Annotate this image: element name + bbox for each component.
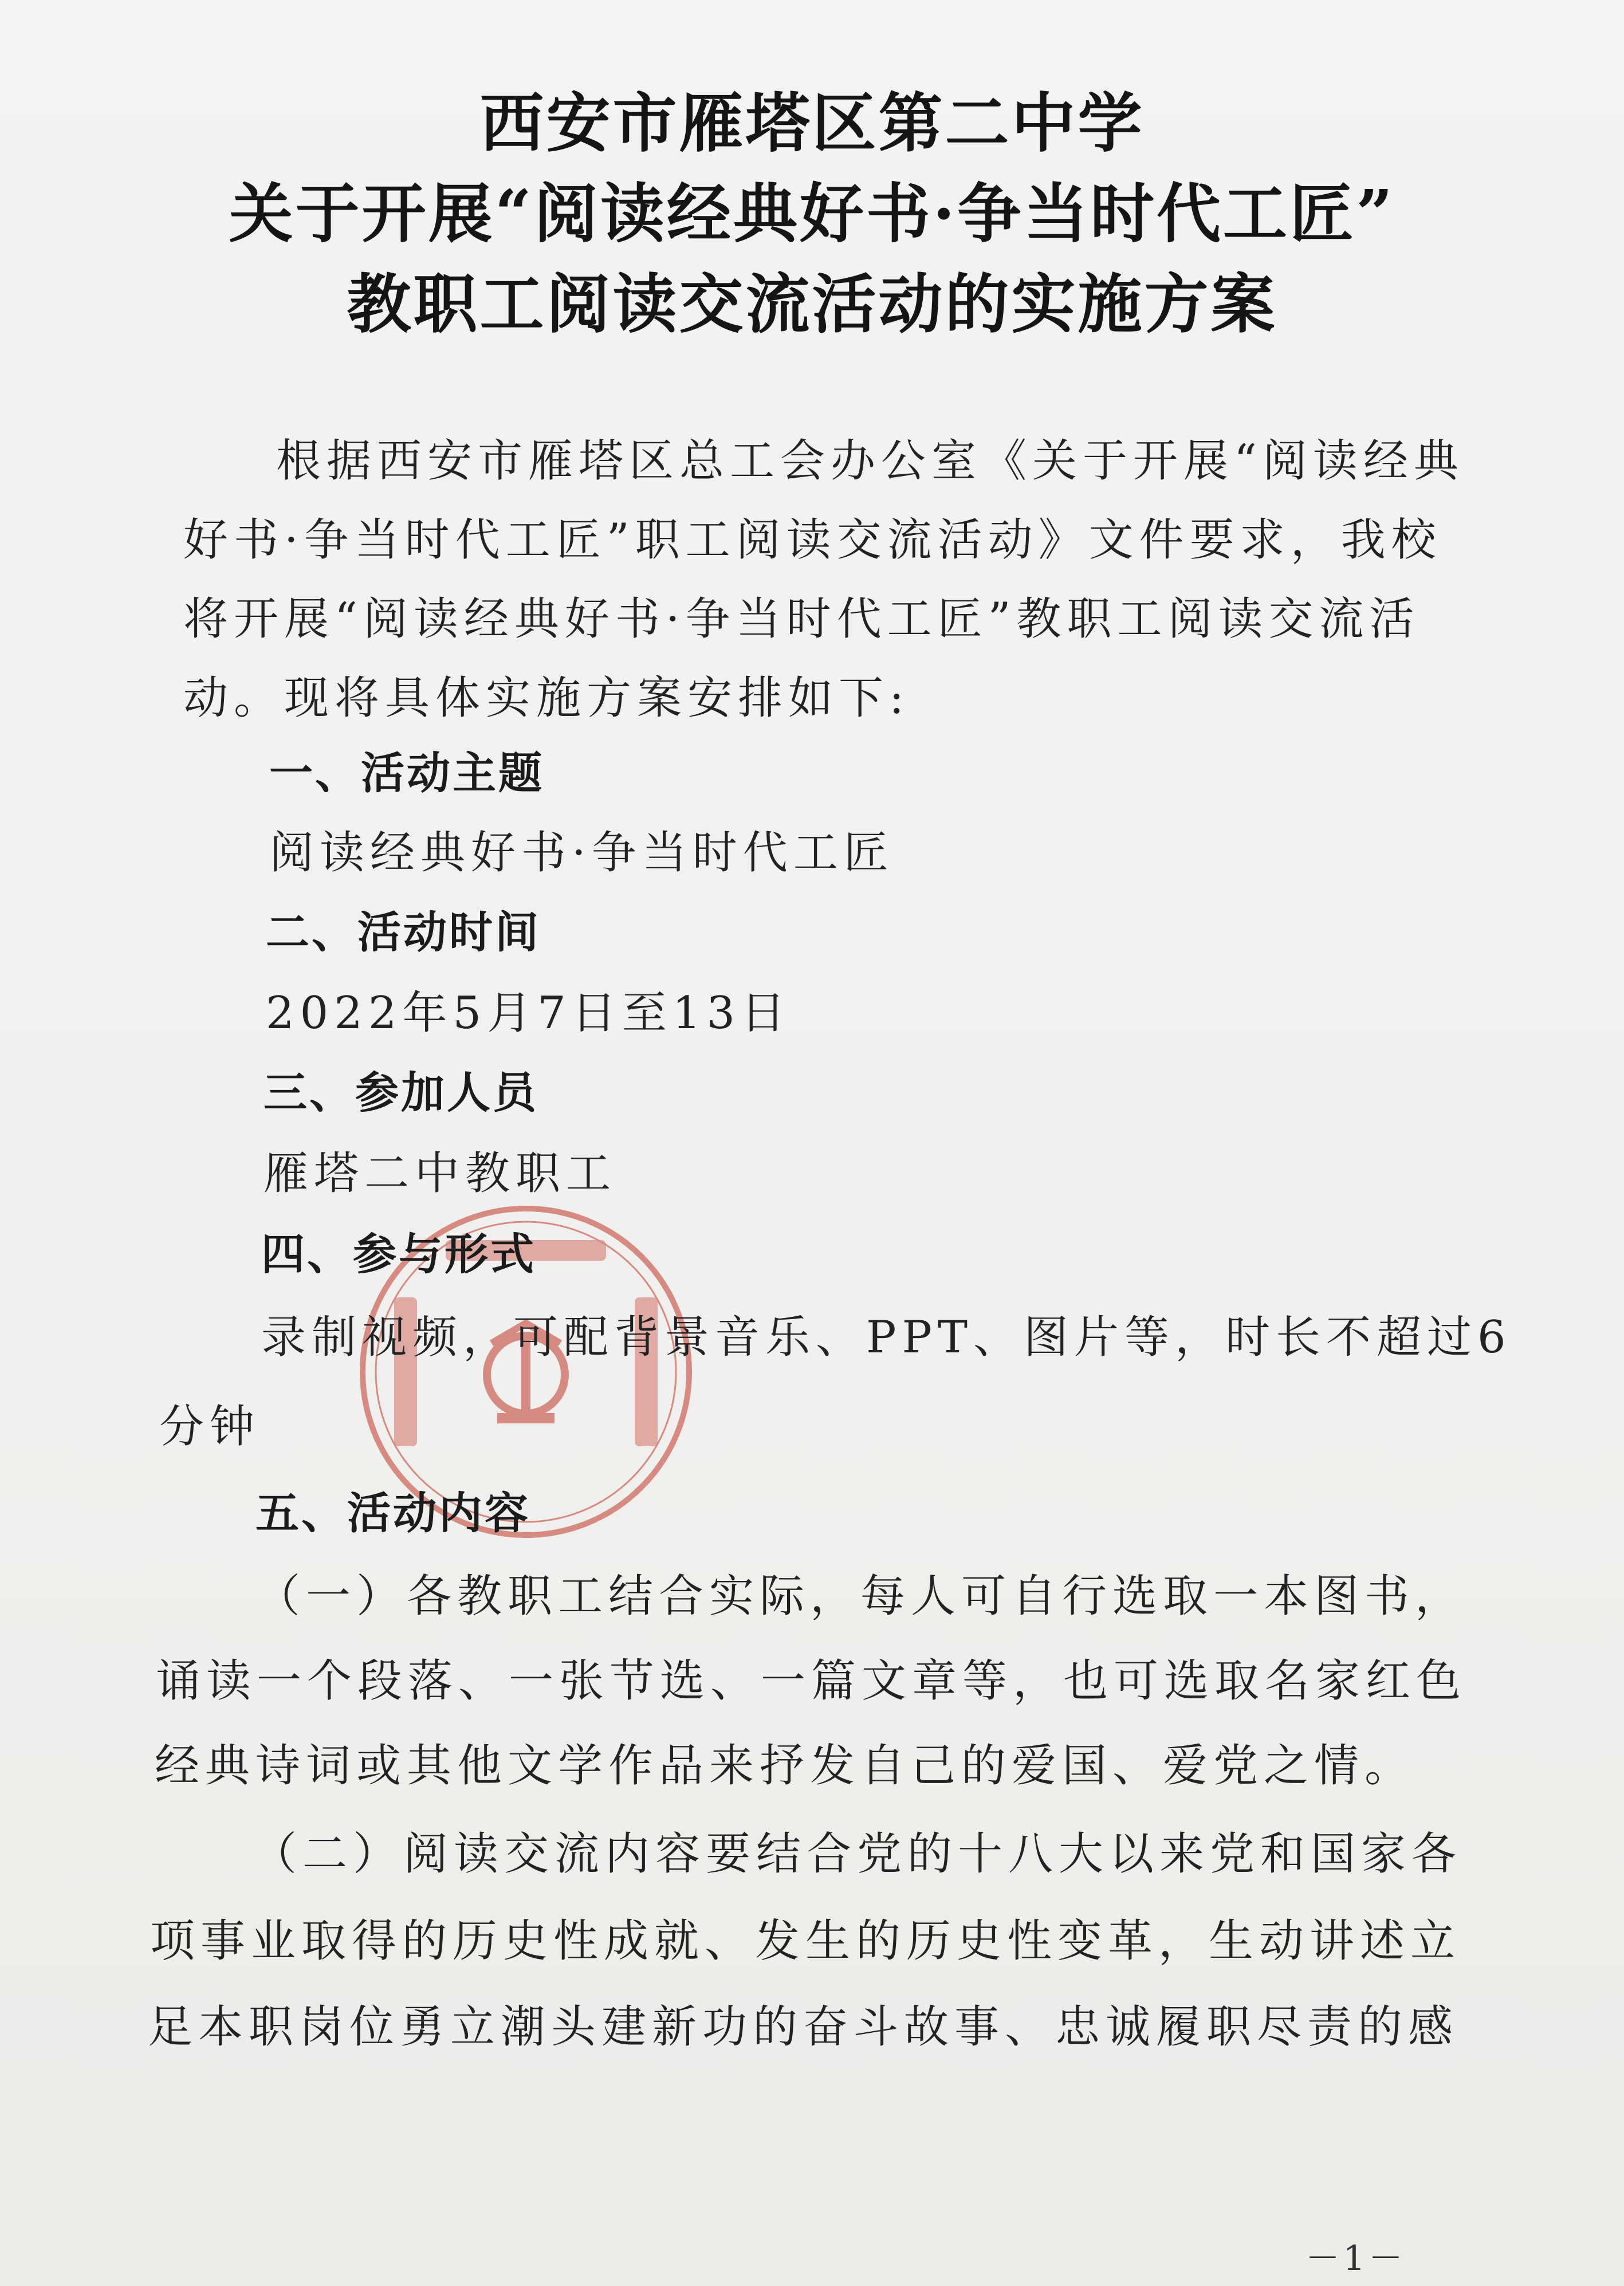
section-heading-theme: 一、活动主题 bbox=[269, 747, 544, 798]
page-number: －1－ bbox=[1305, 2238, 1406, 2279]
intro-line-3: 将开展“阅读经典好书·争当时代工匠”教职工阅读交流活 bbox=[183, 593, 1420, 645]
section-heading-participants: 三、参加人员 bbox=[264, 1067, 538, 1118]
content-para-2-line-2: 项事业取得的历史性成就、发生的历史性变革，生动讲述立 bbox=[150, 1915, 1461, 1967]
content-para-1-line-2: 诵读一个段落、一张节选、一篇文章等，也可选取名家红色 bbox=[156, 1655, 1467, 1707]
section-heading-time: 二、活动时间 bbox=[266, 907, 541, 958]
section-body-format-line-2: 分钟 bbox=[159, 1401, 261, 1453]
content-para-1-line-3: 经典诗词或其他文学作品来抒发自己的爱国、爱党之情。 bbox=[155, 1740, 1415, 1792]
intro-line-1: 根据西安市雁塔区总工会办公室《关于开展“阅读经典 bbox=[276, 435, 1464, 487]
section-heading-format: 四、参与形式 bbox=[261, 1229, 536, 1280]
doc-title-line-3: 教职工阅读交流活动的实施方案 bbox=[347, 267, 1277, 342]
content-para-2-line-3: 足本职岗位勇立潮头建新功的奋斗故事、忠诚履职尽责的感 bbox=[148, 2001, 1459, 2053]
doc-title-line-1: 西安市雁塔区第二中学 bbox=[479, 86, 1145, 161]
section-heading-content: 五、活动内容 bbox=[255, 1488, 530, 1539]
content-para-2-line-1: （二）阅读交流内容要结合党的十八大以来党和国家各 bbox=[252, 1828, 1462, 1880]
section-body-theme: 阅读经典好书·争当时代工匠 bbox=[269, 827, 894, 879]
section-body-participants: 雁塔二中教职工 bbox=[264, 1148, 617, 1199]
intro-line-2: 好书·争当时代工匠”职工阅读交流活动》文件要求，我校 bbox=[183, 514, 1442, 566]
intro-line-4: 动。现将具体实施方案安排如下: bbox=[183, 672, 910, 724]
section-body-format-line-1: 录制视频，可配背景音乐、PPT、图片等，时长不超过6 bbox=[261, 1312, 1512, 1363]
content-para-1-line-1: （一）各教职工结合实际，每人可自行选取一本图书， bbox=[255, 1571, 1466, 1622]
doc-title-line-2: 关于开展“阅读经典好书·争当时代工匠” bbox=[229, 176, 1395, 251]
section-body-time: 2022年5月7日至13日 bbox=[266, 987, 792, 1039]
